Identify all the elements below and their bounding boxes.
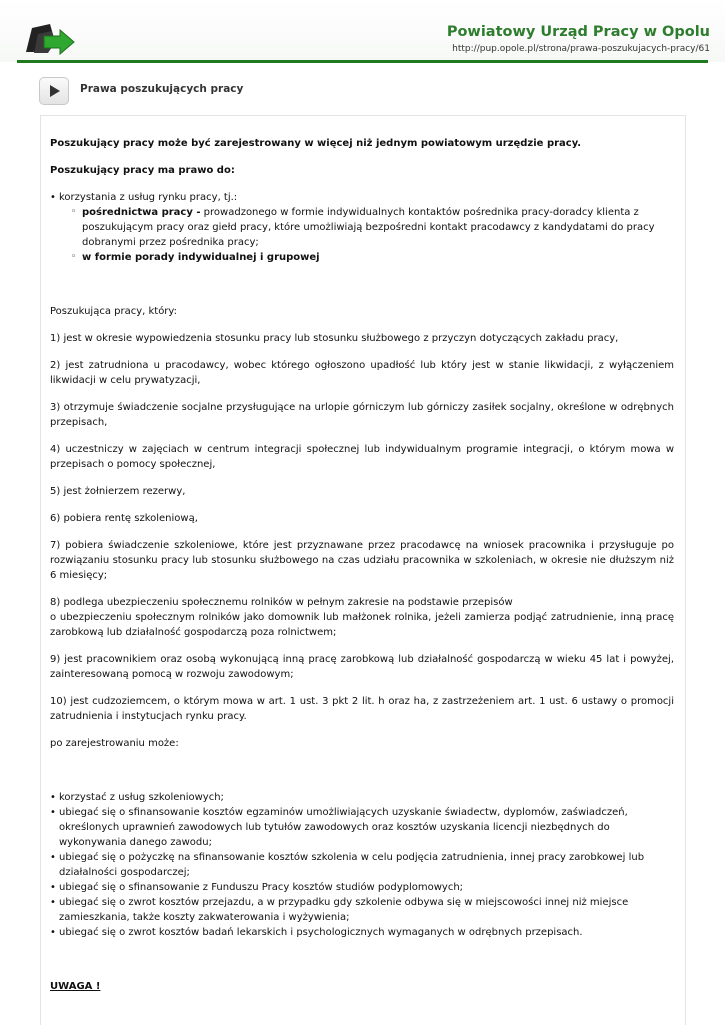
condition-item: 6) pobiera rentę szkoleniową, <box>50 513 198 524</box>
condition-item: 4) uczestniczy w zajęciach w centrum integracji społecznej lub indywidualnym programie integracji, o którym mowa w przepisach o pomocy społecznej, <box>50 444 674 470</box>
page-header <box>0 0 725 70</box>
conditions-list <box>50 331 674 724</box>
list-item: • korzystać z usług szkoleniowych; <box>50 790 674 805</box>
warning-heading: UWAGA ! <box>50 981 101 992</box>
condition-item: 1) jest w okresie wypowiedzenia stosunku pracy lub stosunku służbowego z przyczyn dotyczących zakładu pracy, <box>50 333 619 344</box>
article-content <box>50 136 674 994</box>
who-heading: Poszukująca pracy, który: <box>50 306 177 317</box>
rights-sublist <box>59 205 674 265</box>
site-title: Powiatowy Urząd Pracy w Opolu <box>446 24 710 40</box>
list-item: • ubiegać się o pożyczkę na sfinansowanie kosztów szkolenia w celu podjęcia zatrudnienia, innej pracy zarobkowej lub działalności gospodarczej; <box>50 850 674 880</box>
list-item: • ubiegać się o sfinansowanie z Funduszu Pracy kosztów studiów podyplomowych; <box>50 880 674 895</box>
list-item: • ubiegać się o sfinansowanie kosztów egzaminów umożliwiających uzyskanie świadectw, dyplomów, zaświadczeń, określonych uprawnień zawodowych lub tytułów zawodowych oraz kosztów uzyskania licencji niezbędnych do wykonywania danego zawodu; <box>50 805 674 850</box>
list-item <box>50 190 674 265</box>
rights-list <box>50 190 674 265</box>
condition-item: 8) podlega ubezpieczeniu społecznemu rolników w pełnym zakresie na podstawie przepisów o ubezpieczeniu społecznym rolników jako domownik lub małżonek rolnika, jeżeli zamierza podjąć zatrudnienie, inną pracę zarobkową lub działalność gospodarczą poza rolnictwem; <box>50 597 674 638</box>
sub-item-bold: w formie porady indywidualnej i grupowej <box>82 252 320 263</box>
after-list <box>50 790 674 940</box>
site-url: http://pup.opole.pl/strona/prawa-poszukujacych-pracy/61 <box>452 44 710 54</box>
play-arrow-icon <box>40 78 68 104</box>
rights-heading: Poszukujący pracy ma prawo do: <box>50 165 235 176</box>
condition-item: 2) jest zatrudniona u pracodawcy, wobec którego ogłoszono upadłość lub który jest w stanie likwidacji, z wyłączeniem likwidacji w celu prywatyzacji, <box>50 360 674 386</box>
condition-item: 5) jest żołnierzem rezerwy, <box>50 486 186 497</box>
list-item: • ubiegać się o zwrot kosztów przejazdu, a w przypadku gdy szkolenie odbywa się w miejscowości innej niż miejsce zamieszkania, także koszty zakwaterowania i wyżywienia; <box>50 895 674 925</box>
intro-text: Poszukujący pracy może być zarejestrowany w więcej niż jednym powiatowym urzędzie pracy. <box>50 138 582 149</box>
list-item <box>59 205 674 250</box>
rights-item-text: korzystania z usług rynku pracy, tj.: <box>59 192 238 203</box>
section-title: Prawa poszukujących pracy <box>80 83 244 95</box>
list-item <box>59 250 674 265</box>
section-arrow-button[interactable] <box>39 77 69 105</box>
condition-item: 10) jest cudzoziemcem, o którym mowa w art. 1 ust. 3 pkt 2 lit. h oraz ha, z zastrzeżeniem art. 1 ust. 6 ustawy o promocji zatrudnienia i instytucjach rynku pracy. <box>50 696 674 722</box>
condition-item: 3) otrzymuje świadczenie socjalne przysługujące na urlopie górniczym lub górniczy zasiłek socjalny, określone w odrębnych przepisach, <box>50 402 674 428</box>
condition-item: 7) pobiera świadczenie szkoleniowe, które jest przyznawane przez pracodawcę na wniosek pracownika i przysługuje po rozwiązaniu stosunku pracy lub stosunku służbowego na czas udziału pracownika w szkoleniach, w okresie nie dłuższym niż 6 miesięcy; <box>50 540 674 581</box>
sub-item-text: prowadzonego w formie indywidualnych kontaktów pośrednika pracy-doradcy klienta z poszukującym pracy oraz giełd pracy, które umożliwiają bezpośredni kontakt pracodawcy z kandydatami do pracy dobranymi przez pośrednika pracy; <box>82 207 655 248</box>
list-item: • ubiegać się o zwrot kosztów badań lekarskich i psychologicznych wymaganych w odrębnych przepisach. <box>50 925 674 940</box>
arrow-logo-icon[interactable] <box>24 22 76 56</box>
condition-item: 9) jest pracownikiem oraz osobą wykonującą inną pracę zarobkową lub działalność gospodarczą w wieku 45 lat i powyżej, zainteresowaną pomocą w rozwoju zawodowym; <box>50 654 674 680</box>
after-heading: po zarejestrowaniu może: <box>50 738 179 749</box>
header-divider <box>17 60 708 63</box>
sub-item-bold: pośrednictwa pracy - <box>82 207 201 218</box>
